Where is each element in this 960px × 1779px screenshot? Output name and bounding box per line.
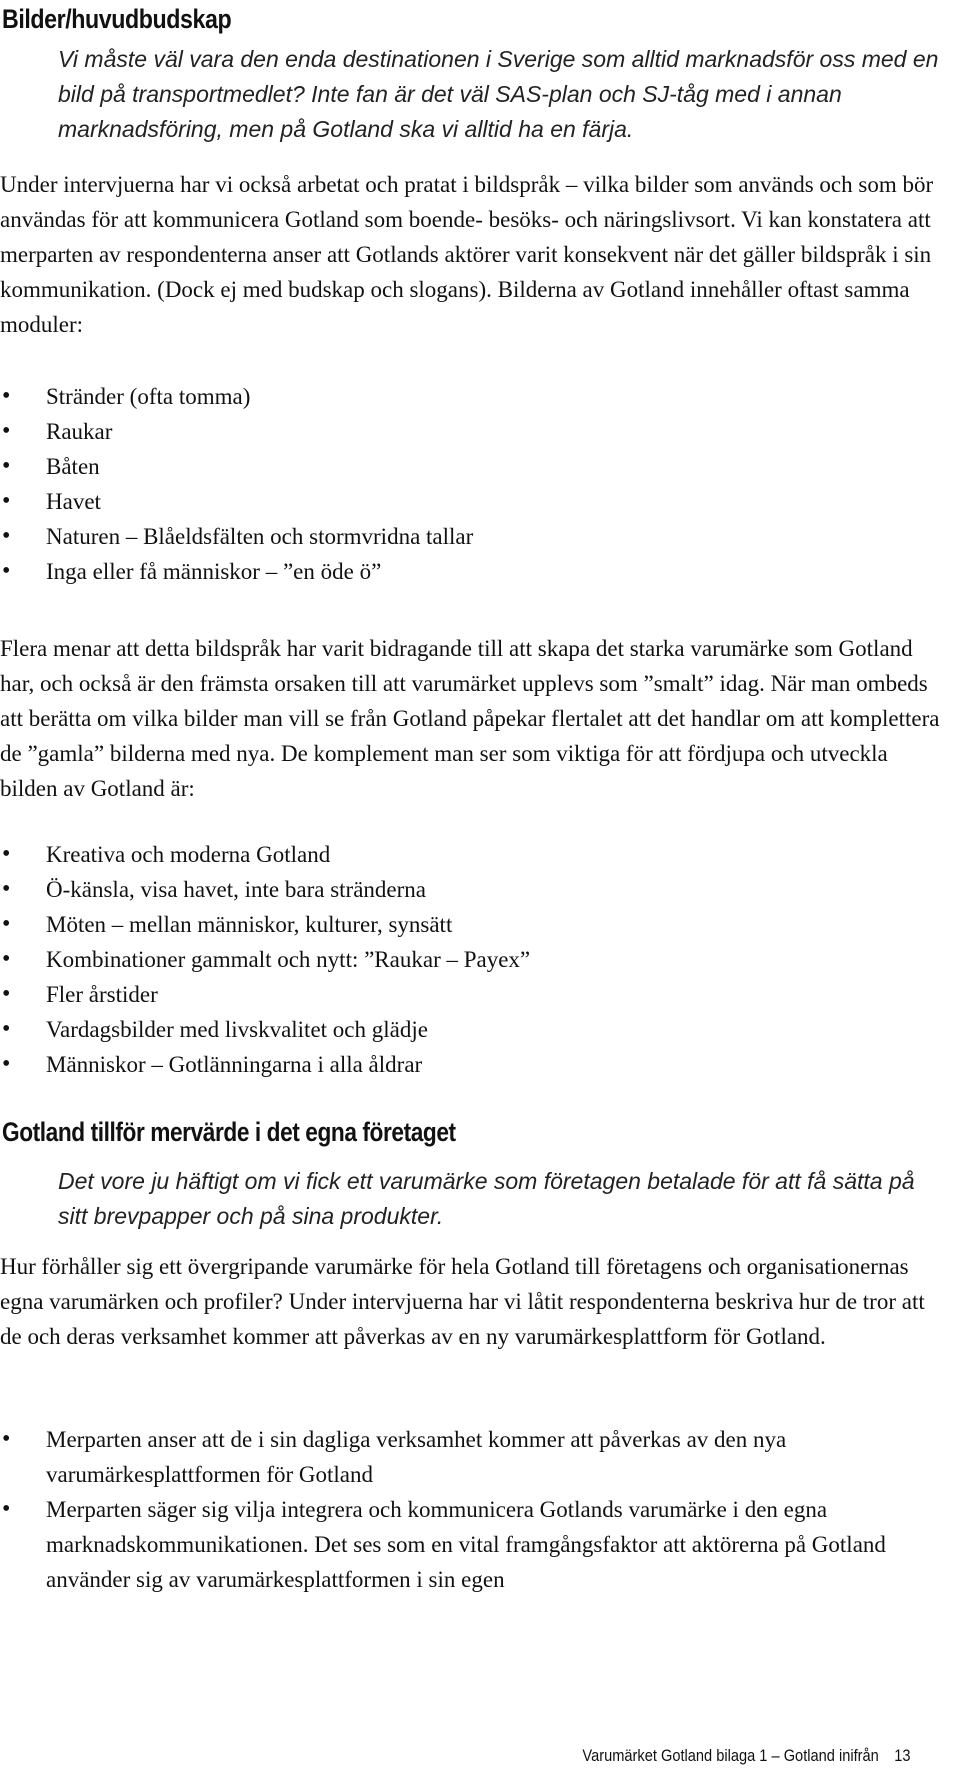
page-number: 13 [894, 1746, 911, 1765]
section-heading-bilder: Bilder/huvudbudskap [2, 4, 232, 34]
complements-list [0, 837, 945, 1082]
bullet-icon: • [2, 876, 11, 902]
list-item: • Raukar [0, 414, 945, 449]
paragraph-komplement: Flera menar att detta bildspråk har varit bidragande till att skapa det starka varumärke som Gotland har, och också är den främsta orsaken till att varumärket upplevs som ”smalt” idag. När man ombeds att berätta om vilka bilder man vill se från Gotland påpekar flertalet att det handlar om att komplettera de ”gamla” bilderna med nya. De komplement man ser som viktiga för att fördjupa och utveckla bilden av Gotland är: [0, 636, 940, 801]
bullet-icon: • [2, 1426, 11, 1452]
list-item: • Fler årstider [0, 977, 945, 1012]
paragraph-varumarken: Hur förhåller sig ett övergripande varumärke för hela Gotland till företagens och organisationernas egna varumärken och profiler? Under intervjuerna har vi låtit respondenterna beskriva hur de tror att de och deras verksamhet kommer att påverkas av en ny varumärkesplattform för Gotland. [0, 1254, 925, 1349]
paragraph-bildsprak: Under intervjuerna har vi också arbetat och pratat i bildspråk – vilka bilder som används och som bör användas för att kommunicera Gotland som boende- besöks- och näringslivsort. Vi kan konstatera att merparten av respondenterna anser att Gotlands aktörer varit konsekvent när det gäller bildspråk i sin kommunikation. (Dock ej med budskap och slogans). Bilderna av Gotland innehåller oftast samma moduler: [0, 172, 934, 337]
bullet-icon: • [2, 418, 11, 444]
bullet-icon: • [2, 1496, 11, 1522]
modules-list [0, 379, 945, 589]
list-item: • Merparten anser att de i sin dagliga verksamhet kommer att påverkas av den nya varumärkesplattformen för Gotland [0, 1422, 945, 1492]
bullet-icon: • [2, 841, 11, 867]
bullet-icon: • [2, 523, 11, 549]
quote-farja: Vi måste väl vara den enda destinationen i Sverige som alltid marknadsför oss med en bild på transportmedlet? Inte fan är det väl SAS-plan och SJ-tåg med i annan marknadsföring, men på Gotland ska vi alltid ha en färja. [58, 46, 939, 142]
list-item: • Båten [0, 449, 945, 484]
bullet-icon: • [2, 453, 11, 479]
points-list [0, 1422, 945, 1597]
bullet-icon: • [2, 383, 11, 409]
bullet-icon: • [2, 911, 11, 937]
quote-brevpapper: Det vore ju häftigt om vi fick ett varumärke som företagen betalade för att få sätta på sitt brevpapper och på sina produkter. [58, 1168, 915, 1229]
list-item: • Människor – Gotlänningarna i alla åldrar [0, 1047, 945, 1082]
list-item: • Havet [0, 484, 945, 519]
list-item: • Kombinationer gammalt och nytt: ”Raukar – Payex” [0, 942, 945, 977]
list-item: • Stränder (ofta tomma) [0, 379, 945, 414]
bullet-icon: • [2, 488, 11, 514]
bullet-icon: • [2, 1016, 11, 1042]
bullet-icon: • [2, 981, 11, 1007]
bullet-icon: • [2, 1051, 11, 1077]
list-item: • Vardagsbilder med livskvalitet och glädje [0, 1012, 945, 1047]
footer-title: Varumärket Gotland bilaga 1 – Gotland inifrån [582, 1746, 880, 1765]
list-item: • Merparten säger sig vilja integrera och kommunicera Gotlands varumärke i den egna marknadskommunikationen. Det ses som en vital framgångsfaktor att aktörerna på Gotland använder sig av varumärkesplattformen i sin egen [0, 1492, 945, 1597]
bullet-icon: • [2, 558, 11, 584]
list-item: • Kreativa och moderna Gotland [0, 837, 945, 872]
list-item: • Möten – mellan människor, kulturer, synsätt [0, 907, 945, 942]
list-item: • Inga eller få människor – ”en öde ö” [0, 554, 945, 589]
list-item: • Naturen – Blåeldsfälten och stormvridna tallar [0, 519, 945, 554]
bullet-icon: • [2, 946, 11, 972]
page-footer [583, 1746, 911, 1766]
list-item: • Ö-känsla, visa havet, inte bara stränderna [0, 872, 945, 907]
section-heading-mervarde: Gotland tillför mervärde i det egna företaget [2, 1117, 456, 1147]
